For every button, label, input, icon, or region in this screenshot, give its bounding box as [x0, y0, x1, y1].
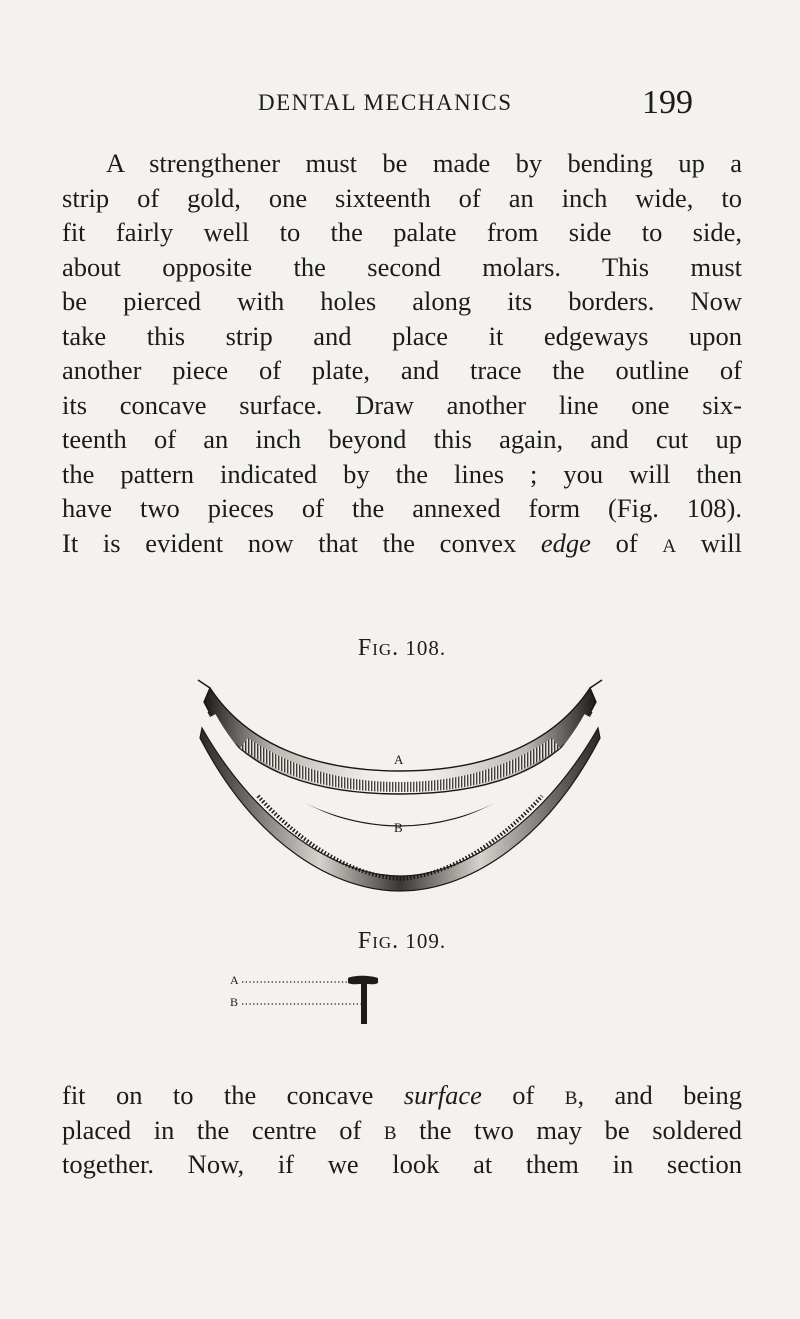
text-line: strip of gold, one sixteenth of an inch wide, to	[62, 182, 742, 213]
figure-108-illustration	[188, 676, 612, 906]
text-line: its concave surface. Draw another line one six-	[62, 389, 742, 420]
text-line: be pierced with holes along its borders. Now	[62, 286, 742, 316]
running-title: DENTAL MECHANICS	[258, 90, 513, 115]
text-line: the pattern indicated by the lines ; you will then	[62, 458, 742, 489]
figure-108-label-b: B	[394, 820, 403, 835]
text-line: have two pieces of the annexed form (Fig. 108).	[62, 493, 742, 523]
text-line: another piece of plate, and trace the outline of	[62, 355, 742, 385]
figure-109-caption: Fig. 109.	[357, 928, 447, 954]
text-line: fit on to the concave surface of b, and being	[62, 1080, 743, 1110]
paragraph-1	[62, 146, 742, 560]
figure-108-label-a: A	[394, 752, 404, 767]
page-header	[0, 84, 800, 124]
text-line: teenth of an inch beyond this again, and cut up	[62, 424, 742, 454]
paragraph-2	[62, 1078, 742, 1182]
figure-108-caption: Fig. 108.	[357, 635, 447, 661]
text-line: fit fairly well to the palate from side to side,	[62, 217, 742, 247]
figure-109-illustration	[230, 966, 380, 1028]
page-number: 199	[642, 84, 693, 121]
text-line: about opposite the second molars. This must	[62, 251, 742, 282]
text-line: A strengthener must be made by bending up a	[106, 148, 742, 178]
text-line: take this strip and place it edgeways upon	[62, 320, 742, 351]
t-section-shape	[348, 976, 378, 1024]
figure-109-label-b: B	[230, 995, 239, 1009]
text-line: together. Now, if we look at them in section	[62, 1149, 742, 1179]
figure-109-label-a: A	[230, 973, 239, 987]
text-line: It is evident now that the convex edge of a will	[62, 527, 742, 558]
text-line: placed in the centre of b the two may be soldered	[62, 1114, 742, 1145]
